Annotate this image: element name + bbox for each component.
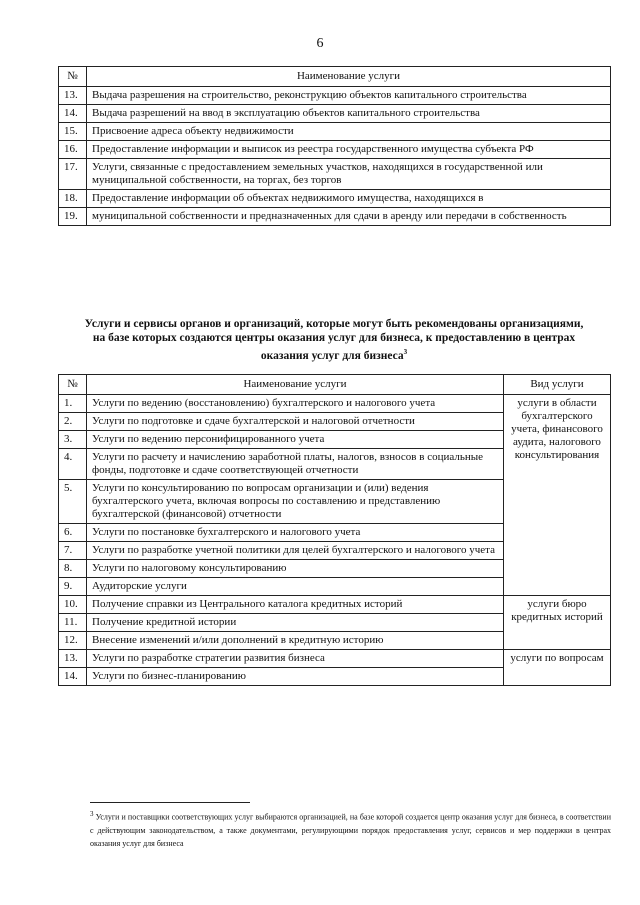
service-name: Предоставление информации и выписок из реестра государственного имущества субъекта РФ bbox=[87, 141, 611, 159]
footnote-reference: 3 bbox=[403, 348, 408, 356]
table-header-row bbox=[59, 67, 611, 87]
service-name: Услуги по консультированию по вопросам организации и (или) ведения бухгалтерского учета, включая вопросы по составлению и представлению бухгалтерской (финансовой) отчетности bbox=[87, 480, 504, 524]
service-kind-accounting: услуги в области бухгалтерского учета, финансового аудита, налогового консультирования bbox=[504, 395, 611, 596]
service-kind-credit-bureau: услуги бюро кредитных историй bbox=[504, 596, 611, 650]
table-row bbox=[59, 87, 611, 105]
service-name: муниципальной собственности и предназначенных для сдачи в аренду или передачи в собственность bbox=[87, 208, 611, 226]
service-name: Присвоение адреса объекту недвижимости bbox=[87, 123, 611, 141]
row-number: 6. bbox=[59, 524, 87, 542]
service-name: Аудиторские услуги bbox=[87, 578, 504, 596]
row-number: 4. bbox=[59, 449, 87, 480]
table-row bbox=[59, 123, 611, 141]
footnote-divider bbox=[90, 802, 250, 803]
service-name: Услуги по налоговому консультированию bbox=[87, 560, 504, 578]
service-name: Получение кредитной истории bbox=[87, 614, 504, 632]
service-name: Получение справки из Центрального каталога кредитных историй bbox=[87, 596, 504, 614]
row-number: 14. bbox=[59, 668, 87, 686]
service-name: Предоставление информации об объектах недвижимого имущества, находящихся в bbox=[87, 190, 611, 208]
row-number: 10. bbox=[59, 596, 87, 614]
table-row bbox=[59, 650, 611, 668]
service-name: Выдача разрешения на строительство, реконструкцию объектов капитального строительства bbox=[87, 87, 611, 105]
row-number: 7. bbox=[59, 542, 87, 560]
row-number: 9. bbox=[59, 578, 87, 596]
page-number: 6 bbox=[316, 36, 324, 51]
row-number: 17. bbox=[59, 159, 87, 190]
service-name: Услуги по бизнес-планированию bbox=[87, 668, 504, 686]
table-row bbox=[59, 208, 611, 226]
service-name: Выдача разрешений на ввод в эксплуатацию объектов капитального строительства bbox=[87, 105, 611, 123]
service-name: Услуги по расчету и начислению заработной платы, налогов, взносов в социальные фонды, подготовке и сдаче соответствующей отчетности bbox=[87, 449, 504, 480]
row-number: 12. bbox=[59, 632, 87, 650]
municipal-services-table bbox=[58, 66, 611, 226]
service-kind-consulting: услуги по вопросам bbox=[504, 650, 611, 686]
table-row bbox=[59, 395, 611, 413]
footnote bbox=[90, 808, 611, 850]
table-row bbox=[59, 105, 611, 123]
business-services-table bbox=[58, 374, 611, 686]
row-number: 1. bbox=[59, 395, 87, 413]
row-number: 3. bbox=[59, 431, 87, 449]
column-header-number: № bbox=[59, 375, 87, 395]
table-row bbox=[59, 141, 611, 159]
column-header-service-kind: Вид услуги bbox=[504, 375, 611, 395]
table-row bbox=[59, 190, 611, 208]
section-heading bbox=[84, 317, 584, 363]
row-number: 15. bbox=[59, 123, 87, 141]
row-number: 14. bbox=[59, 105, 87, 123]
service-name: Услуги по ведению персонифицированного учета bbox=[87, 431, 504, 449]
service-name: Услуги по ведению (восстановлению) бухгалтерского и налогового учета bbox=[87, 395, 504, 413]
row-number: 18. bbox=[59, 190, 87, 208]
service-name: Услуги по подготовке и сдаче бухгалтерской и налоговой отчетности bbox=[87, 413, 504, 431]
service-name: Услуги по разработке стратегии развития бизнеса bbox=[87, 650, 504, 668]
row-number: 11. bbox=[59, 614, 87, 632]
table-row bbox=[59, 596, 611, 614]
service-name: Услуги по разработке учетной политики для целей бухгалтерского и налогового учета bbox=[87, 542, 504, 560]
row-number: 5. bbox=[59, 480, 87, 524]
row-number: 19. bbox=[59, 208, 87, 226]
column-header-number: № bbox=[59, 67, 87, 87]
row-number: 8. bbox=[59, 560, 87, 578]
table-header-row bbox=[59, 375, 611, 395]
section-heading-text: Услуги и сервисы органов и организаций, которые могут быть рекомендованы организациями, на базе которых создаются центры оказания услуг для бизнеса, к предоставлению в центрах оказания услуг для бизнеса bbox=[84, 318, 584, 362]
column-header-service-name: Наименование услуги bbox=[87, 67, 611, 87]
service-name: Внесение изменений и/или дополнений в кредитную историю bbox=[87, 632, 504, 650]
row-number: 13. bbox=[59, 650, 87, 668]
column-header-service-name: Наименование услуги bbox=[87, 375, 504, 395]
service-name: Услуги, связанные с предоставлением земельных участков, находящихся в государственной или муниципальной собственности, на торгах, без торгов bbox=[87, 159, 611, 190]
footnote-text: Услуги и поставщики соответствующих услуг выбираются организацией, на базе которой создается центр оказания услуг для бизнеса, в соответствии с действующим законодательством, а также документами, регулирующими порядок предоставления услуг, сервисов и мер поддержки в центрах оказания услуг для бизнеса bbox=[90, 812, 611, 848]
row-number: 13. bbox=[59, 87, 87, 105]
table-row bbox=[59, 159, 611, 190]
footnote-mark: 3 bbox=[90, 810, 94, 818]
row-number: 16. bbox=[59, 141, 87, 159]
row-number: 2. bbox=[59, 413, 87, 431]
service-name: Услуги по постановке бухгалтерского и налогового учета bbox=[87, 524, 504, 542]
